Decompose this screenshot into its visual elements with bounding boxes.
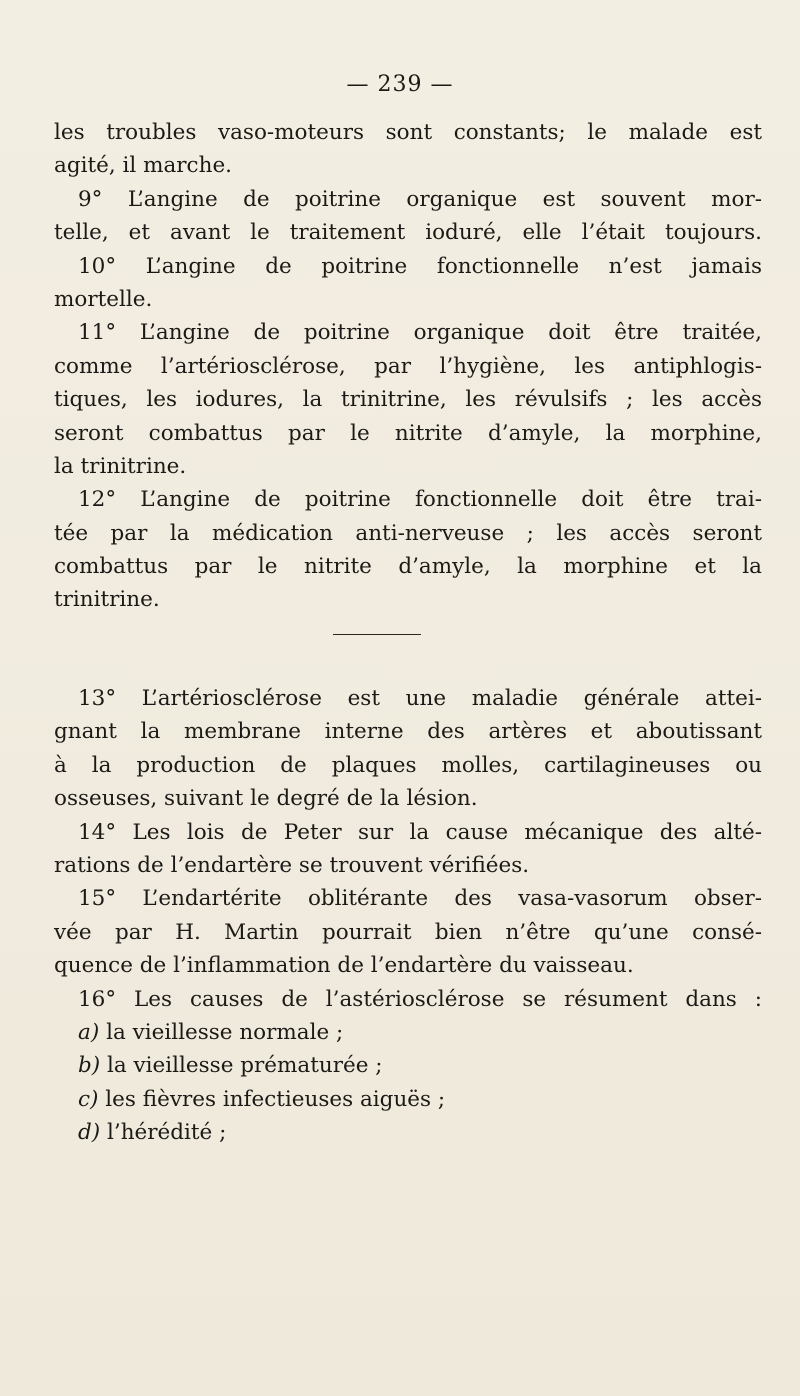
text-line: rations de l’endartère se trouvent vérifiées. xyxy=(54,852,530,878)
text-block-upper xyxy=(54,116,762,617)
text-line: tée par la médication anti-nerveuse ; les accès seront xyxy=(54,520,762,546)
list-item xyxy=(54,1116,762,1149)
text-line: 11° L’angine de poitrine organique doit être traitée, xyxy=(78,320,762,346)
page-number: — 239 — xyxy=(346,72,454,97)
list-item-text: la vieillesse normale ; xyxy=(106,1019,344,1045)
text-line: gnant la membrane interne des artères et aboutissant xyxy=(54,719,762,745)
list-item-label: a) xyxy=(78,1019,100,1045)
list-item xyxy=(54,1049,762,1082)
text-line: tiques, les iodures, la trinitrine, les révulsifs ; les accès xyxy=(54,387,762,413)
section-divider xyxy=(333,634,421,635)
text-line: telle, et avant le traitement ioduré, elle l’était toujours. xyxy=(54,220,762,246)
text-line: 13° L’artériosclérose est une maladie générale attei- xyxy=(78,686,762,711)
text-line: quence de l’inflammation de l’endartère du vaisseau. xyxy=(54,953,634,979)
text-line: comme l’artériosclérose, par l’hygiène, les antiphlogis- xyxy=(54,353,762,379)
text-line: combattus par le nitrite d’amyle, la morphine et la xyxy=(54,554,762,580)
list-item xyxy=(54,1083,762,1116)
list-item-label: c) xyxy=(78,1086,99,1112)
list-item xyxy=(54,1016,762,1049)
text-line: agité, il marche. xyxy=(54,153,233,179)
list-item-text: l’hérédité ; xyxy=(107,1120,227,1146)
text-line: seront combattus par le nitrite d’amyle, la morphine, xyxy=(54,420,762,446)
text-line: 14° Les lois de Peter sur la cause mécanique des alté- xyxy=(78,819,762,845)
text-line: 15° L’endartérite oblitérante des vasa-vasorum obser- xyxy=(78,886,762,912)
text-line: osseuses, suivant le degré de la lésion. xyxy=(54,786,478,812)
text-line: 16° Les causes de l’astériosclérose se résument dans : xyxy=(78,986,762,1012)
list-item-text: la vieillesse prématurée ; xyxy=(107,1053,383,1079)
text-line: trinitrine. xyxy=(54,587,160,613)
text-line: les troubles vaso-moteurs sont constants; le malade est xyxy=(54,120,762,145)
list-item-label: d) xyxy=(78,1120,101,1146)
text-line: 12° L’angine de poitrine fonctionnelle doit être trai- xyxy=(78,487,762,513)
text-line: 9° L’angine de poitrine organique est souvent mor- xyxy=(78,186,762,212)
text-line: mortelle. xyxy=(54,286,153,312)
text-line: à la production de plaques molles, cartilagineuses ou xyxy=(54,752,762,778)
text-block-lower xyxy=(54,682,762,1149)
text-line: la trinitrine. xyxy=(54,453,187,479)
list-item-text: les fièvres infectieuses aiguës ; xyxy=(105,1086,446,1112)
text-line: vée par H. Martin pourrait bien n’être qu’une consé- xyxy=(54,919,762,945)
list-item-label: b) xyxy=(78,1053,101,1079)
text-line: 10° L’angine de poitrine fonctionnelle n’est jamais xyxy=(78,253,762,279)
